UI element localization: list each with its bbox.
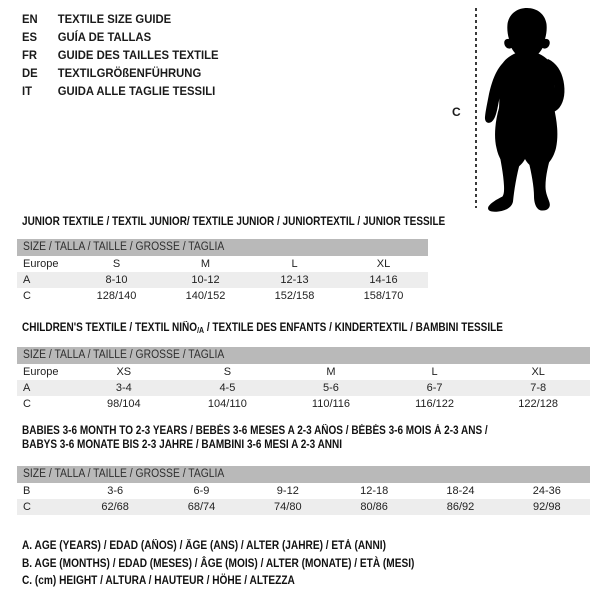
- row-label: Europe: [23, 366, 59, 378]
- size-cell: XL: [531, 366, 545, 378]
- size-cell: 140/152: [185, 290, 226, 302]
- babies-title-line2: BABYS 3-6 MONATE BIS 2-3 JAHRE / BAMBINI 3-6 MESI A 2-3 ANNI: [22, 439, 343, 451]
- size-cell: 152/158: [274, 290, 315, 302]
- legend-line-c: C. (cm) HEIGHT / ALTURA / HAUTEUR / HÖHE / ALTEZZA: [22, 575, 295, 587]
- children-title-sub: /A: [197, 326, 205, 335]
- language-label: TEXTILE SIZE GUIDE: [57, 12, 172, 26]
- language-code: ES: [22, 30, 38, 44]
- size-cell: 74/80: [274, 501, 302, 513]
- size-cell: 68/74: [187, 501, 216, 513]
- language-row-it: [22, 82, 219, 100]
- language-row-de: [22, 64, 219, 82]
- language-label: TEXTILGRÖßENFÜHRUNG: [57, 66, 202, 80]
- table-row: [17, 483, 590, 499]
- table-row: [17, 364, 590, 380]
- size-cell: M: [200, 258, 211, 270]
- row-label: Europe: [23, 258, 59, 270]
- size-cell: S: [223, 366, 232, 378]
- children-title-post: / TEXTILE DES ENFANTS / KINDERTEXTIL / BAMBINI TESSILE: [204, 322, 503, 334]
- size-cell: XL: [376, 258, 391, 270]
- height-dotted-line: [475, 8, 477, 208]
- row-label: B: [23, 485, 31, 497]
- language-code: DE: [22, 66, 38, 80]
- size-cell: 6-7: [426, 382, 443, 394]
- table-row: [17, 396, 590, 412]
- language-code: FR: [22, 48, 38, 62]
- size-cell: 116/122: [415, 398, 455, 410]
- legend-line-a: A. AGE (YEARS) / EDAD (AÑOS) / ÂGE (ANS) / ALTER (JAHRE) / ETÀ (ANNI): [22, 540, 386, 552]
- junior-size-table: [17, 239, 428, 304]
- size-cell: 98/104: [106, 398, 141, 410]
- size-cell: 24-36: [532, 485, 561, 497]
- children-title-pre: CHILDREN'S TEXTILE / TEXTIL NIÑO: [22, 322, 198, 334]
- table-row: [17, 272, 428, 288]
- size-header-text: SIZE / TALLA / TAILLE / GRÖSSE / TAGLIA: [23, 349, 225, 361]
- language-label: GUIDA ALLE TAGLIE TESSILI: [57, 84, 216, 98]
- size-cell: 5-6: [323, 382, 339, 394]
- size-cell: 62/68: [101, 501, 129, 513]
- language-row-fr: [22, 46, 219, 64]
- size-header-bar: [17, 466, 590, 483]
- language-row-es: [22, 28, 219, 46]
- row-label: C: [23, 398, 31, 410]
- size-cell: 8-10: [105, 274, 128, 286]
- size-cell: 12-13: [280, 274, 309, 286]
- language-code: IT: [22, 84, 33, 98]
- children-table-title: [22, 321, 503, 338]
- size-header-text: SIZE / TALLA / TAILLE / GRÖSSE / TAGLIA: [23, 241, 225, 253]
- language-code: EN: [22, 12, 38, 26]
- size-cell: 128/140: [96, 290, 137, 302]
- size-header-bar: [17, 239, 428, 256]
- size-cell: 9-12: [276, 485, 299, 497]
- legend-line-b: B. AGE (MONTHS) / EDAD (MESES) / ÂGE (MOIS) / ALTER (MONATE) / ETÀ (MESI): [22, 557, 415, 570]
- size-cell: 10-12: [191, 274, 220, 286]
- row-label: C: [23, 501, 31, 513]
- table-row: [17, 288, 428, 304]
- size-cell: 158/170: [363, 290, 404, 302]
- size-header-text: SIZE / TALLA / TAILLE / GRÖSSE / TAGLIA: [23, 468, 225, 480]
- children-size-table: [17, 347, 590, 412]
- language-row-en: [22, 10, 219, 28]
- language-label: GUÍA DE TALLAS: [57, 30, 152, 44]
- size-cell: 6-9: [193, 485, 210, 497]
- size-cell: 104/110: [207, 398, 247, 410]
- size-cell: 110/116: [311, 398, 351, 410]
- size-cell: 3-4: [115, 382, 132, 394]
- size-cell: 7-8: [530, 382, 547, 394]
- junior-table-title: JUNIOR TEXTILE / TEXTIL JUNIOR/ TEXTILE JUNIOR / JUNIORTEXTIL / JUNIOR TESSILE: [22, 216, 446, 228]
- babies-table-title: [22, 424, 488, 452]
- size-cell: L: [431, 366, 438, 378]
- row-label: A: [23, 274, 31, 286]
- size-cell: S: [112, 258, 121, 270]
- size-header-bar: [17, 347, 590, 364]
- size-cell: M: [326, 366, 336, 378]
- row-label: C: [23, 290, 31, 302]
- size-cell: 4-5: [219, 382, 236, 394]
- size-cell: 86/92: [446, 501, 475, 513]
- size-cell: L: [291, 258, 298, 270]
- row-label: A: [23, 382, 31, 394]
- babies-size-table: [17, 466, 590, 515]
- table-row: [17, 499, 590, 515]
- language-list: [22, 10, 219, 100]
- size-cell: XS: [116, 366, 132, 378]
- size-cell: 122/128: [518, 398, 559, 410]
- size-cell: 12-18: [360, 485, 389, 497]
- size-cell: 80/86: [360, 501, 388, 513]
- babies-title-line1: BABIES 3-6 MONTH TO 2-3 YEARS / BEBÉS 3-6 MESES A 2-3 AÑOS / BÉBÉS 3-6 MOIS À 2-3 ANS /: [22, 425, 488, 437]
- language-label: GUIDE DES TAILLES TEXTILE: [57, 48, 219, 62]
- table-row: [17, 380, 590, 396]
- table-row: [17, 256, 428, 272]
- size-cell: 92/98: [533, 501, 561, 513]
- baby-silhouette-icon: [483, 4, 588, 216]
- size-cell: 3-6: [107, 485, 124, 497]
- height-measure-label: C: [452, 105, 461, 119]
- size-cell: 14-16: [369, 274, 398, 286]
- measure-legend: [22, 538, 414, 591]
- size-cell: 18-24: [446, 485, 475, 497]
